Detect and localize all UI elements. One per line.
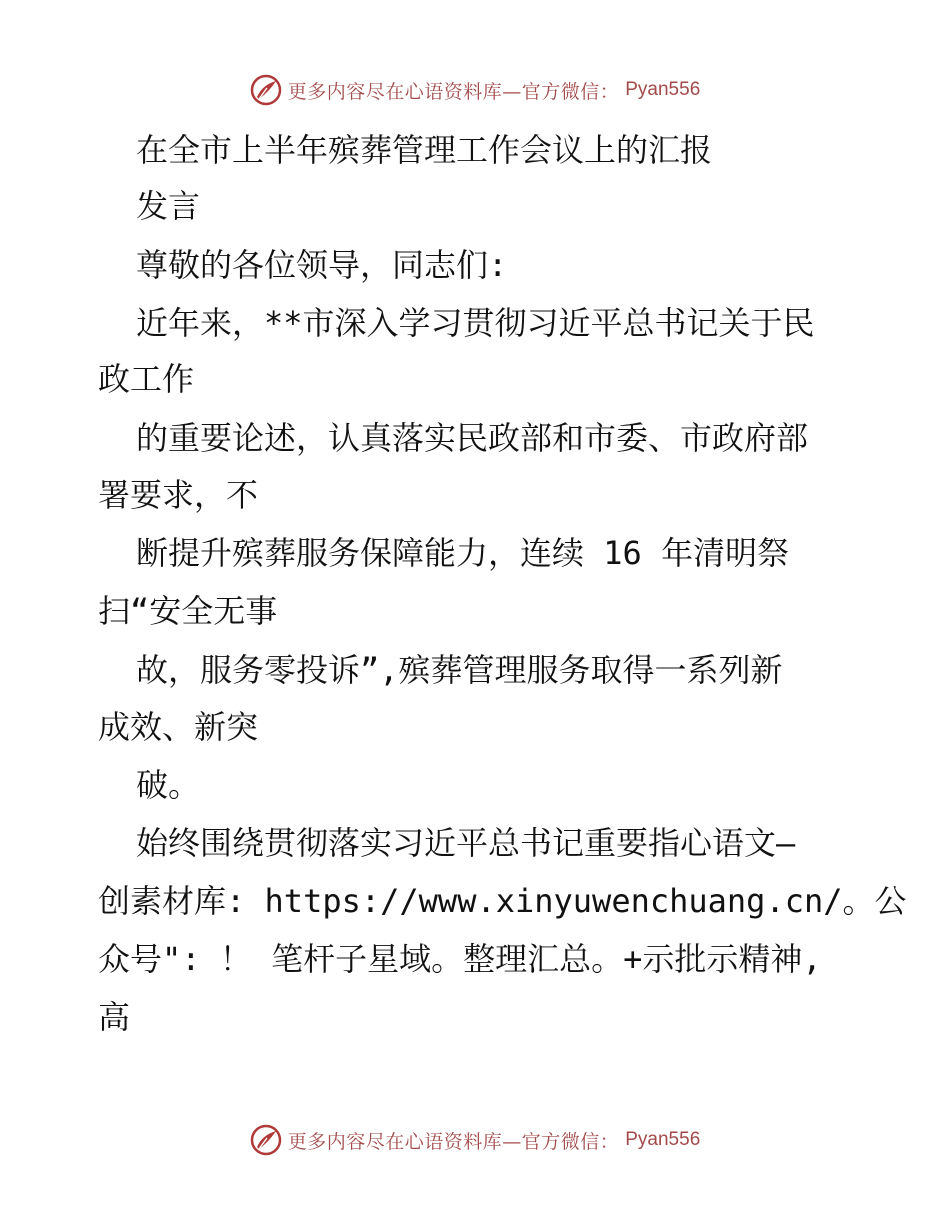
pen-logo-icon <box>250 1124 282 1156</box>
text-line: 高 <box>98 998 131 1036</box>
text-line: 近年来，**市深入学习贯彻习近平总书记关于民 <box>136 304 815 342</box>
text-line: 署要求，不 <box>98 476 259 514</box>
pen-logo-icon <box>250 74 282 106</box>
header-watermark <box>0 70 950 110</box>
text-line: 始终围绕贯彻落实习近平总书记重要指心语文— <box>136 824 796 862</box>
text-line: 创素材库: https://www.xinyuwenchuang.cn/。公 <box>98 882 907 920</box>
text-line: 扫“安全无事 <box>98 592 278 630</box>
title-line-2: 发言 <box>136 187 201 225</box>
text-line: 众号": ！ 笔杆子星域。整理汇总。+示批示精神, <box>98 940 822 978</box>
text-line: 破。 <box>136 766 201 804</box>
text-line: 成效、新突 <box>98 708 259 746</box>
header-watermark-text: 更多内容尽在心语资料库—官方微信： <box>287 80 620 103</box>
salutation: 尊敬的各位领导，同志们: <box>136 246 508 284</box>
text-line: 故，服务零投诉”,殡葬管理服务取得一系列新 <box>136 651 783 689</box>
text-line: 的重要论述，认真落实民政部和市委、市政府部 <box>136 419 809 457</box>
footer-watermark-text: 更多内容尽在心语资料库—官方微信： <box>287 1130 620 1153</box>
title-line-1: 在全市上半年殡葬管理工作会议上的汇报 <box>136 131 713 169</box>
text-line: 政工作 <box>98 360 195 398</box>
footer-watermark-id: Pyan556 <box>625 1129 701 1150</box>
header-watermark-id: Pyan556 <box>625 79 701 100</box>
footer-watermark <box>0 1120 950 1160</box>
text-line: 断提升殡葬服务保障能力，连续 16 年清明祭 <box>136 534 790 572</box>
